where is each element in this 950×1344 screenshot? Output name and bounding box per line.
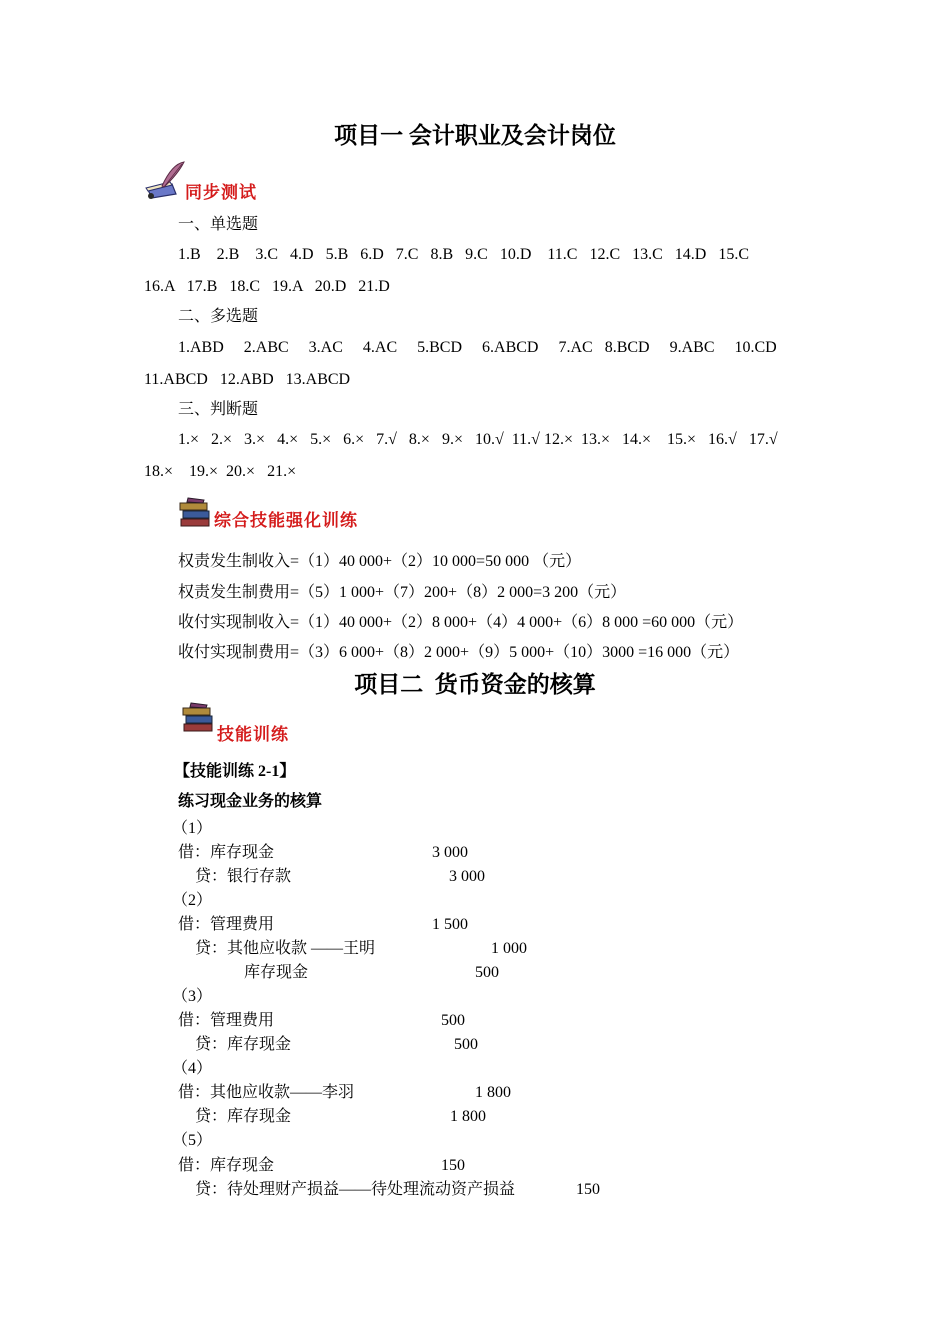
debit-account: 借：其他应收款——李羽	[178, 1084, 355, 1101]
debit-account: 借：库存现金	[178, 844, 275, 861]
quill-book-icon	[142, 160, 186, 200]
credit-amount: 500	[454, 1036, 478, 1053]
credit-account: 贷：库存现金	[195, 1036, 292, 1053]
entry-number: （1）	[172, 820, 213, 837]
multi-choice-heading: 二、多选题	[178, 308, 259, 325]
true-false-answers-line1: 1.× 2.× 3.× 4.× 5.× 6.× 7.√ 8.× 9.× 10.√ 11.√ 12.× 13.× 14.× 15.× 16.√ 17.√	[178, 431, 778, 448]
entry-number: （4）	[172, 1060, 213, 1077]
accrual-revenue-line: 权责发生制收入=（1）40 000+（2）10 000=50 000 （元）	[178, 553, 582, 570]
credit-amount: 1 000	[491, 940, 527, 957]
sync-test-label: 同步测试	[185, 183, 257, 202]
debit-account: 借：库存现金	[178, 1157, 275, 1174]
single-choice-answers-line1: 1.B 2.B 3.C 4.D 5.B 6.D 7.C 8.B 9.C 10.D 11.C 12.C 13.C 14.D 15.C	[178, 246, 750, 263]
credit-account: 贷：待处理财产损益——待处理流动资产损益	[195, 1181, 516, 1198]
credit-amount: 3 000	[449, 868, 485, 885]
debit-amount: 150	[441, 1157, 465, 1174]
skill-label: 技能训练	[217, 725, 289, 744]
entry-number: （2）	[172, 892, 213, 909]
debit-amount: 1 500	[432, 916, 468, 933]
debit-account: 借：管理费用	[178, 1012, 275, 1029]
books-icon	[181, 702, 215, 734]
credit-account: 贷：其他应收款 ——王明	[195, 940, 376, 957]
credit-account-2: 库存现金	[244, 964, 309, 981]
true-false-heading: 三、判断题	[178, 401, 259, 418]
debit-amount: 3 000	[432, 844, 468, 861]
credit-account: 贷：银行存款	[195, 868, 292, 885]
accrual-expense-line: 权责发生制费用=（5）1 000+（7）200+（8）2 000=3 200（元）	[178, 584, 627, 601]
entry-number: （3）	[172, 988, 213, 1005]
credit-amount: 1 800	[450, 1108, 486, 1125]
debit-amount: 500	[441, 1012, 465, 1029]
credit-account: 贷：库存现金	[195, 1108, 292, 1125]
multi-choice-answers-line2: 11.ABCD 12.ABD 13.ABCD	[144, 371, 351, 388]
debit-amount: 1 800	[475, 1084, 511, 1101]
cash-revenue-line: 收付实现制收入=（1）40 000+（2）8 000+（4）4 000+（6）8 000 =60 000（元）	[178, 614, 744, 631]
multi-choice-answers-line1: 1.ABD 2.ABC 3.AC 4.AC 5.BCD 6.ABCD 7.AC 8.BCD 9.ABC 10.CD	[178, 339, 777, 356]
single-choice-answers-line2: 16.A 17.B 18.C 19.A 20.D 21.D	[144, 278, 390, 295]
project2-title: 项目二 货币资金的核算	[354, 672, 596, 697]
debit-account: 借：管理费用	[178, 916, 275, 933]
credit-amount: 150	[576, 1181, 600, 1198]
true-false-answers-line2: 18.× 19.× 20.× 21.×	[144, 463, 297, 480]
credit-amount-2: 500	[475, 964, 499, 981]
books-icon	[178, 497, 212, 529]
exercise-title: 【技能训练 2-1】	[174, 763, 296, 780]
entry-number: （5）	[172, 1132, 213, 1149]
exercise-subtitle: 练习现金业务的核算	[178, 793, 323, 810]
cash-expense-line: 收付实现制费用=（3）6 000+（8）2 000+（9）5 000+（10）3000 =16 000（元）	[178, 644, 740, 661]
skill-training-label: 综合技能强化训练	[214, 511, 358, 530]
project1-title: 项目一 会计职业及会计岗位	[334, 123, 616, 148]
single-choice-heading: 一、单选题	[178, 216, 259, 233]
